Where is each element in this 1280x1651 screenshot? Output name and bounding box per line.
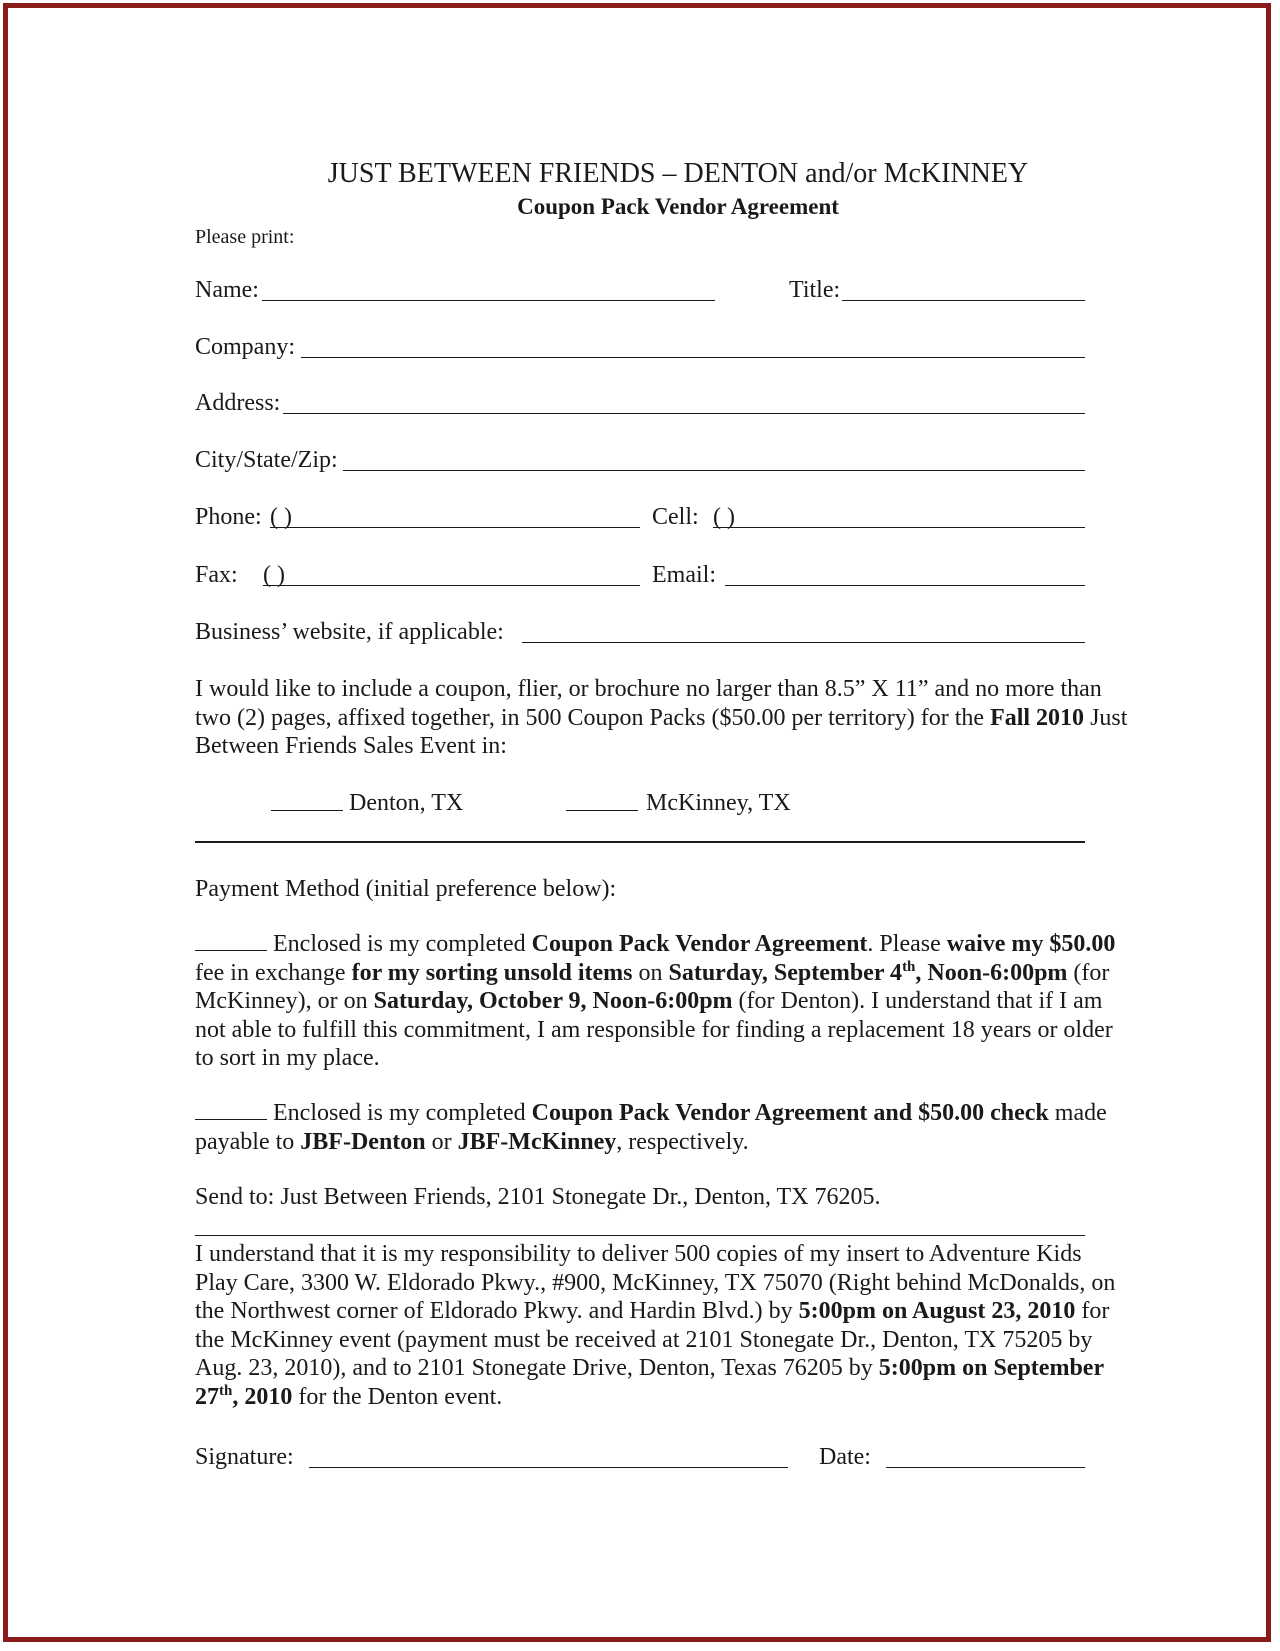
delivery-line-4: the McKinney event (payment must be received at 2101 Stonegate Dr., Denton, TX 75205 by [195,1326,1093,1353]
website-field[interactable] [522,642,1085,643]
offer-text: two (2) pages, affixed together, in 500 Coupon Packs ($50.00 per territory) for the [195,704,991,731]
delivery-deadline: 5:00pm on September [878,1355,1105,1381]
option-text: , respectively. [616,1128,749,1155]
city-state-zip-field[interactable] [343,470,1085,471]
cell-label: Cell: [652,504,699,530]
option-time: , Noon-6:00pm [915,959,1068,986]
delivery-line-5 [195,1354,1175,1383]
delivery-text: for the Denton event. [292,1383,503,1410]
email-label: Email: [652,562,716,588]
cell-field[interactable] [713,527,1085,528]
delivery-deadline: 5:00pm on August 23, 2010 [798,1298,1076,1324]
city-state-zip-label: City/State/Zip: [195,447,338,473]
send-to-address: Send to: Just Between Friends, 2101 Stonegate Dr., Denton, TX 76205. [195,1184,881,1210]
payment-option-1-initial-field[interactable] [195,932,267,951]
section-divider [195,1235,1085,1236]
offer-line-3: Between Friends Sales Event in: [195,733,507,759]
payment-option-1-line-5: to sort in my place. [195,1045,380,1071]
title-label: Title: [789,277,841,303]
fax-label: Fax: [195,562,238,588]
company-label: Company: [195,334,295,360]
document-title: JUST BETWEEN FRIENDS – DENTON and/or McKINNEY [327,158,1029,189]
delivery-text: Aug. 23, 2010), and to 2101 Stonegate Drive, Denton, Texas 76205 by [195,1355,879,1381]
delivery-line-3 [195,1297,1175,1326]
section-divider [195,841,1085,843]
payment-option-1-line-3 [195,987,1175,1016]
payment-option-1-line-4: not able to fulfill this commitment, I am responsible for finding a replacement 18 years or older [195,1016,1113,1043]
option-text-bold: Coupon Pack Vendor Agreement [531,931,868,957]
denton-option-label: Denton, TX [349,790,464,816]
fax-field[interactable] [263,585,640,586]
option-text: made [1048,1100,1107,1126]
option-text: Enclosed is my completed [267,931,532,957]
name-field[interactable] [262,300,715,301]
payment-option-2 [195,1099,1175,1156]
phone-area-code: ( ) [270,504,292,530]
delivery-paragraph [195,1240,1175,1411]
title-field[interactable] [842,300,1085,301]
delivery-deadline [195,1384,292,1410]
delivery-line-2: Play Care, 3300 W. Eldorado Pkwy., #900, McKinney, TX 75070 (Right behind McDonalds, on [195,1269,1116,1296]
payment-option-2-initial-field[interactable] [195,1101,267,1120]
payment-option-1 [195,930,1175,1073]
option-text-bold: JBF-Denton [300,1128,426,1155]
phone-field[interactable] [270,527,640,528]
deadline-day: 27 [195,1383,219,1410]
option-text: McKinney), or on [195,988,374,1014]
payment-option-2-line-2 [195,1128,1175,1157]
option-text: . Please [867,931,947,957]
signature-label: Signature: [195,1444,294,1470]
offer-line-2 [195,704,1175,733]
print-instruction: Please print: [195,226,295,248]
deadline-year: , 2010 [232,1383,293,1410]
option-text-bold: JBF-McKinney [457,1128,617,1155]
option-text: fee in exchange [195,959,352,986]
fax-area-code: ( ) [263,562,285,588]
payment-heading: Payment Method (initial preference below): [195,876,617,902]
option-text-bold: waive my $50.00 [946,931,1116,957]
date-label: Date: [819,1444,871,1470]
option-text: (for [1067,959,1110,986]
option-date-suffix: th [902,958,916,975]
option-text-bold: Saturday, October 9, Noon-6:00pm [373,988,733,1014]
option-text: or [425,1128,458,1155]
website-label: Business’ website, if applicable: [195,619,504,645]
option-text: payable to [195,1128,301,1155]
delivery-text: for [1075,1298,1110,1324]
option-text: Enclosed is my completed [267,1100,532,1126]
address-label: Address: [195,390,281,416]
date-field[interactable] [886,1467,1085,1468]
company-field[interactable] [301,357,1085,358]
phone-label: Phone: [195,504,262,530]
document-subtitle: Coupon Pack Vendor Agreement [517,194,839,219]
offer-line-1: I would like to include a coupon, flier, or brochure no larger than 8.5” X 11” and no more than [195,676,1102,702]
email-field[interactable] [725,585,1085,586]
signature-field[interactable] [309,1467,788,1468]
cell-area-code: ( ) [713,504,735,530]
offer-paragraph [195,675,1175,761]
offer-season: Fall 2010 [990,704,1085,731]
option-text-bold [668,960,1067,986]
delivery-line-6 [195,1383,1175,1412]
mckinney-option-label: McKinney, TX [646,790,791,816]
deadline-day-suffix: th [219,1382,233,1399]
payment-option-2-line-1 [195,1099,1175,1128]
delivery-line-1: I understand that it is my responsibility to deliver 500 copies of my insert to Adventure Kids [195,1241,1082,1267]
name-label: Name: [195,277,259,303]
payment-option-1-line-1 [195,930,1175,959]
mckinney-initial-field[interactable] [566,810,638,811]
delivery-text: the Northwest corner of Eldorado Pkwy. and Hardin Blvd.) by [195,1298,799,1324]
option-text-bold: for my sorting unsold items [351,959,633,986]
address-field[interactable] [283,413,1085,414]
offer-text: Just [1084,704,1128,731]
option-text-bold: Coupon Pack Vendor Agreement and $50.00 check [531,1100,1049,1126]
payment-option-1-line-2 [195,959,1175,988]
denton-initial-field[interactable] [271,810,343,811]
option-date: Saturday, September 4 [668,959,903,986]
option-text: on [632,959,669,986]
option-text: (for Denton). I understand that if I am [732,988,1103,1014]
